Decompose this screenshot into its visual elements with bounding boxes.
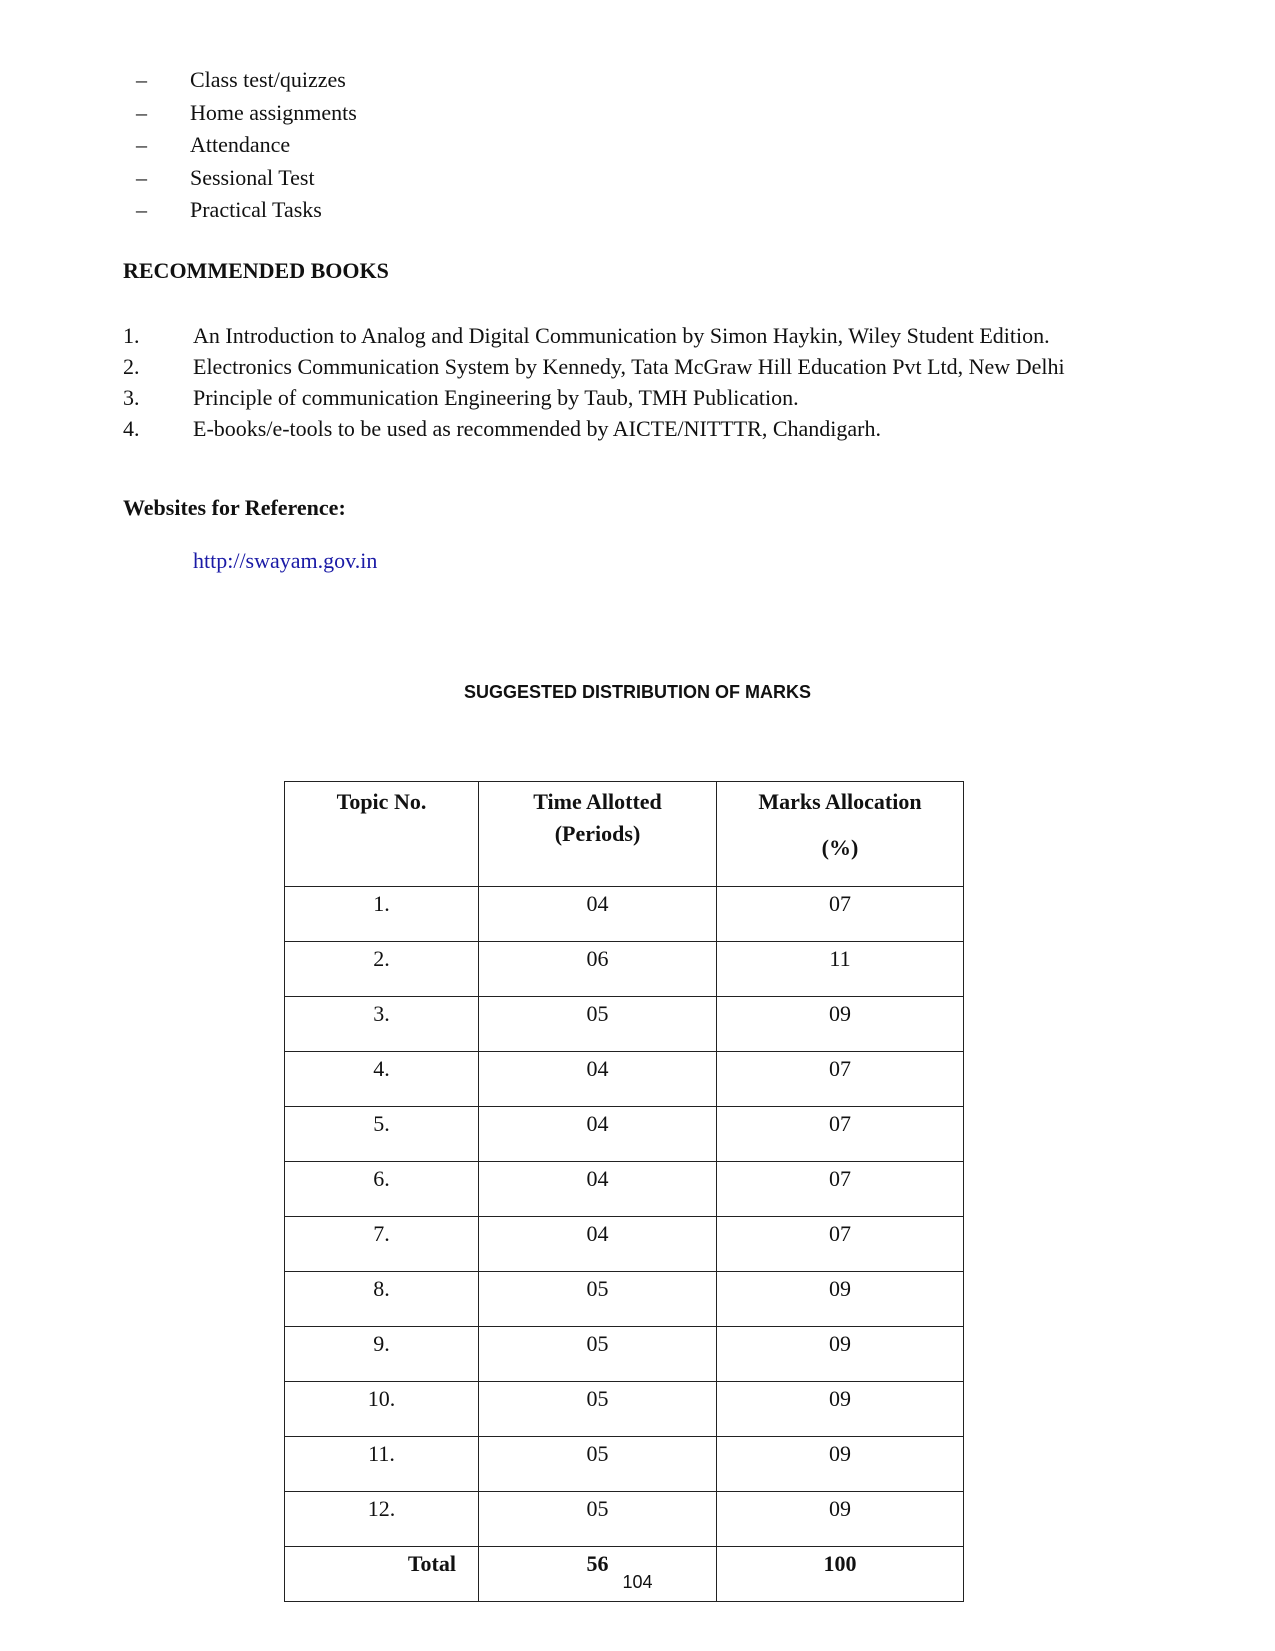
cell-marks: 09 <box>717 1492 964 1547</box>
cell-marks: 09 <box>717 1437 964 1492</box>
book-text: An Introduction to Analog and Digital Communication by Simon Haykin, Wiley Student Edition. <box>193 323 1050 348</box>
table-row <box>285 1272 964 1327</box>
cell-time: 05 <box>479 997 717 1052</box>
list-item-text: Attendance <box>190 132 291 157</box>
cell-topic: 7. <box>285 1217 479 1272</box>
cell-marks: 07 <box>717 887 964 942</box>
dash-bullet: – <box>136 164 147 190</box>
table-row <box>285 1327 964 1382</box>
cell-topic: 6. <box>285 1162 479 1217</box>
recommended-books-heading: RECOMMENDED BOOKS <box>123 258 389 283</box>
cell-time: 05 <box>479 1327 717 1382</box>
cell-marks: 07 <box>717 1217 964 1272</box>
cell-topic: 12. <box>285 1492 479 1547</box>
header-time-label: Time Allotted <box>533 789 662 814</box>
page-number: 104 <box>622 1572 653 1592</box>
websites-heading: Websites for Reference: <box>123 495 346 520</box>
book-text: Electronics Communication System by Kennedy, Tata McGraw Hill Education Pvt Ltd, New Delhi <box>193 354 1065 379</box>
cell-marks: 07 <box>717 1162 964 1217</box>
cell-topic: 1. <box>285 887 479 942</box>
list-item <box>136 97 357 130</box>
book-number: 4. <box>123 416 140 441</box>
book-item <box>123 413 1065 444</box>
cell-total-time: 56 <box>479 1547 717 1602</box>
header-time-allotted <box>479 782 717 887</box>
header-marks-unit: (%) <box>821 835 859 860</box>
cell-marks: 09 <box>717 997 964 1052</box>
cell-topic: 5. <box>285 1107 479 1162</box>
cell-marks: 07 <box>717 1052 964 1107</box>
header-marks-allocation <box>717 782 964 887</box>
book-text: Principle of communication Engineering by Taub, TMH Publication. <box>193 385 799 410</box>
table-row <box>285 942 964 997</box>
header-topic-no <box>285 782 479 887</box>
table-row <box>285 1162 964 1217</box>
cell-time: 04 <box>479 1217 717 1272</box>
book-number: 1. <box>123 323 140 348</box>
marks-distribution-table <box>284 781 964 1602</box>
dash-bullet: – <box>136 67 147 92</box>
book-number: 3. <box>123 385 140 410</box>
list-item-text: Class test/quizzes <box>190 67 346 92</box>
cell-total-label: Total <box>285 1547 479 1602</box>
header-time-unit: (Periods) <box>554 821 641 846</box>
table-row <box>285 997 964 1052</box>
book-item <box>123 382 1065 413</box>
table-row <box>285 1052 964 1107</box>
books-list <box>123 320 1065 444</box>
cell-time: 04 <box>479 1107 717 1162</box>
cell-marks: 09 <box>717 1382 964 1437</box>
list-item <box>136 162 357 195</box>
assessment-list <box>136 64 357 227</box>
cell-marks: 07 <box>717 1107 964 1162</box>
list-item-text: Practical Tasks <box>190 197 322 222</box>
cell-marks: 11 <box>717 942 964 997</box>
book-number: 2. <box>123 354 140 379</box>
cell-marks: 09 <box>717 1327 964 1382</box>
list-item <box>136 129 357 162</box>
list-item-text: Home assignments <box>190 99 357 125</box>
table-header-row <box>285 782 964 887</box>
list-item <box>136 64 357 97</box>
dash-bullet: – <box>136 132 147 157</box>
table-row <box>285 1437 964 1492</box>
table-row <box>285 1217 964 1272</box>
table-title: SUGGESTED DISTRIBUTION OF MARKS <box>463 682 811 702</box>
list-item <box>136 194 357 227</box>
header-marks-label: Marks Allocation <box>758 789 922 814</box>
table-row <box>285 1107 964 1162</box>
cell-marks: 09 <box>717 1272 964 1327</box>
cell-topic: 3. <box>285 997 479 1052</box>
cell-total-marks: 100 <box>717 1547 964 1602</box>
cell-time: 04 <box>479 887 717 942</box>
cell-time: 05 <box>479 1382 717 1437</box>
cell-time: 05 <box>479 1272 717 1327</box>
list-item-text: Sessional Test <box>190 164 315 190</box>
table-row <box>285 1492 964 1547</box>
dash-bullet: – <box>136 197 147 222</box>
cell-time: 04 <box>479 1052 717 1107</box>
cell-topic: 8. <box>285 1272 479 1327</box>
swayam-link[interactable]: http://swayam.gov.in <box>193 548 378 573</box>
cell-time: 04 <box>479 1162 717 1217</box>
book-item <box>123 351 1065 382</box>
table-row <box>285 1382 964 1437</box>
header-topic-label: Topic No. <box>336 789 427 814</box>
book-text: E-books/e-tools to be used as recommended by AICTE/NITTTR, Chandigarh. <box>193 416 881 441</box>
cell-topic: 9. <box>285 1327 479 1382</box>
cell-time: 06 <box>479 942 717 997</box>
cell-topic: 2. <box>285 942 479 997</box>
dash-bullet: – <box>136 99 147 125</box>
table-row <box>285 887 964 942</box>
cell-topic: 10. <box>285 1382 479 1437</box>
cell-time: 05 <box>479 1492 717 1547</box>
cell-topic: 4. <box>285 1052 479 1107</box>
cell-topic: 11. <box>285 1437 479 1492</box>
book-item <box>123 320 1065 351</box>
cell-time: 05 <box>479 1437 717 1492</box>
